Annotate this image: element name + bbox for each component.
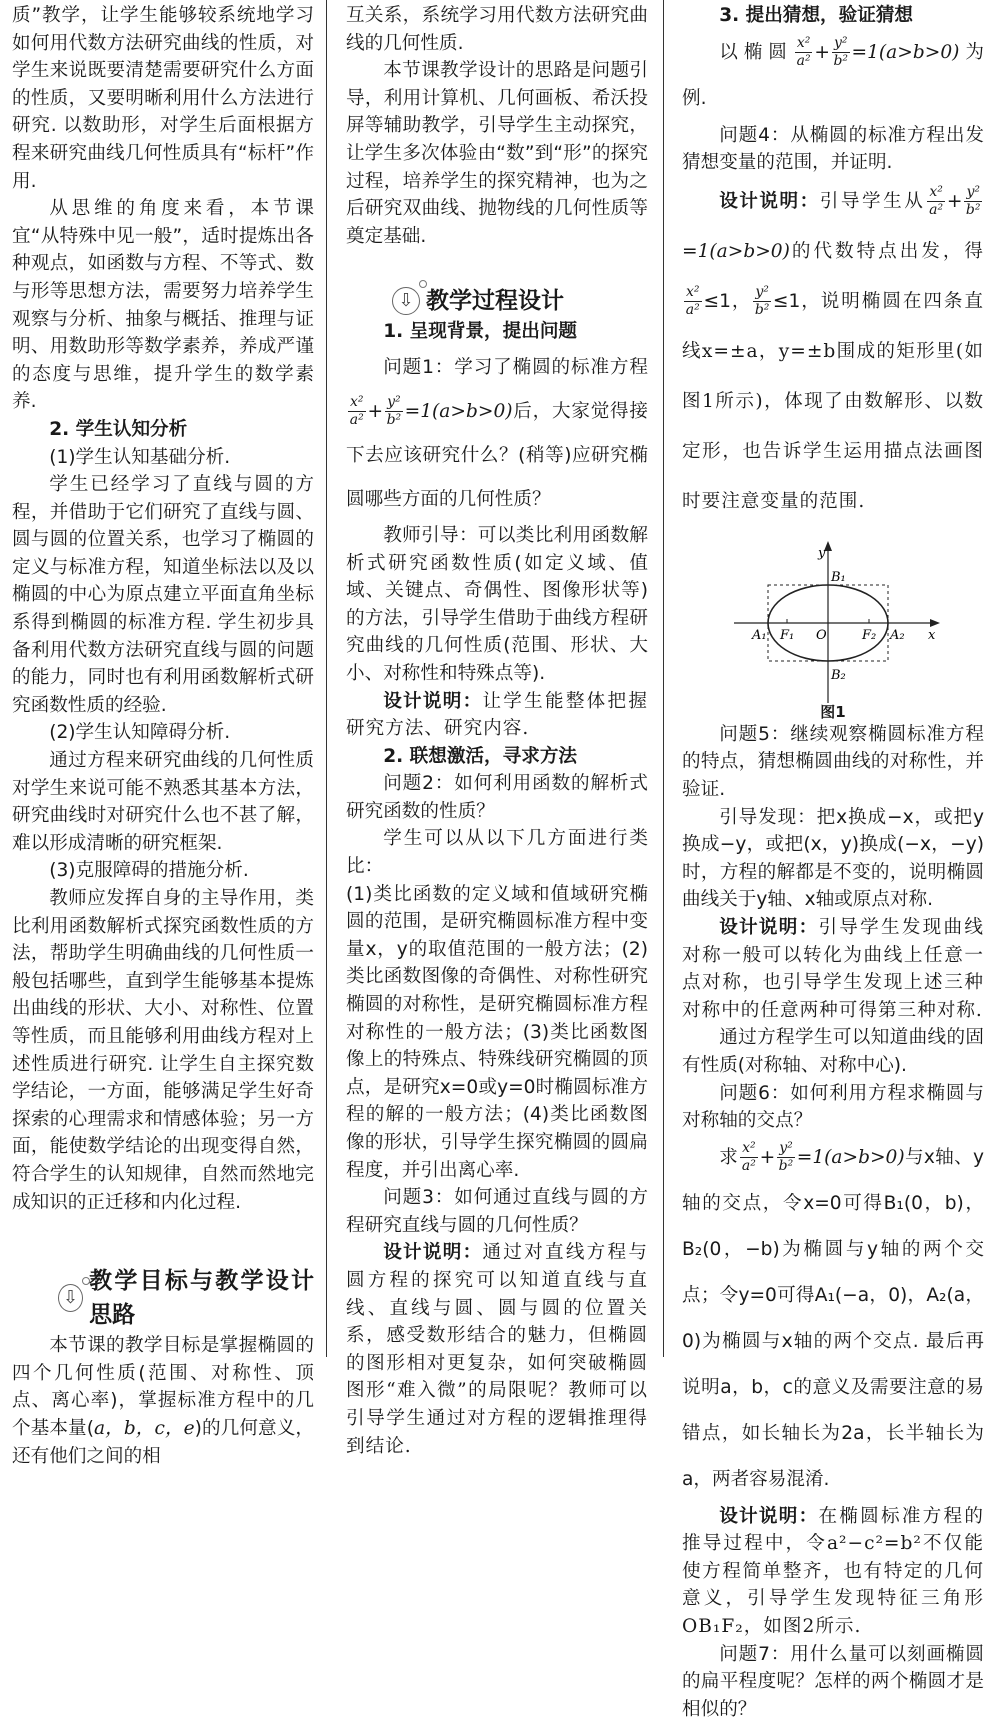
design-label: 设计说明：: [719, 1505, 819, 1527]
section-title: 教学目标与教学设计思路: [89, 1268, 314, 1329]
column-divider: [326, 0, 327, 1357]
paragraph: 通过方程来研究曲线的几何性质对学生来说可能不熟悉其基本方法，研究曲线时对研究什么也不甚了解，难以形成清晰的研究框架.: [12, 750, 314, 854]
text: 的代数特点出发，得: [789, 240, 984, 262]
design-note: [346, 688, 648, 743]
column-divider: [663, 0, 664, 1357]
text: 说明椭圆在四条直线x=±a，y=±b围成的矩形里(如图1所示)，体现了由数解形、以数定形，也告诉学生运用描点法画图时要注意变量的范围.: [682, 290, 984, 512]
fraction: $\frac{\text{x²}}{\text{a²}}$: [741, 1139, 756, 1174]
fraction: $\frac{\text{y²}}{\text{b²}}$: [778, 1139, 794, 1174]
column-1: [12, 2, 314, 1470]
fraction: $\frac{\text{y²}}{\text{b²}}$: [754, 283, 770, 318]
paragraph: 学生可以从以下几方面进行类比：: [346, 828, 648, 878]
ellipse-diagram: [682, 533, 984, 703]
design-label: 设计说明：: [383, 1242, 483, 1264]
fraction: $\frac{\text{x²}}{\text{a²}}$: [929, 183, 944, 218]
down-arrow-circle-icon: ⇩: [58, 1284, 83, 1312]
paragraph: (1)学生认知基础分析.: [49, 446, 231, 468]
math: a，b，c，e: [93, 1417, 195, 1439]
design-note: [346, 1239, 648, 1460]
fraction: $\frac{\text{x²}}{\text{a²}}$: [685, 283, 700, 318]
design-note: [682, 914, 984, 1024]
subheading: 2. 学生认知分析: [49, 418, 188, 440]
section-heading: [392, 284, 648, 318]
design-note: [682, 1503, 984, 1641]
paragraph: 通过方程学生可以知道曲线的固有性质(对称轴、对称中心).: [682, 1027, 984, 1076]
label-a1: A₁: [752, 627, 767, 643]
figure-caption: 图1: [820, 702, 846, 721]
paragraph: 质”教学，让学生能够较系统地学习如何用代数方法研究曲线的性质，对学生来说既要清楚需要研究什么方面的性质，又要明晰利用什么方法进行研究. 以数助形，对学生后面根据方程来研究曲线几何性质具有“标杆”作用.: [12, 5, 314, 192]
text: 与x轴、y轴的交点，令x=0可得B₁(0，b)，B₂(0，−b)为椭圆与y轴的两个交点；令y=0可得A₁(−a，0)，A₂(a，0)为椭圆与x轴的两个交点. 最后再说明a，b，c的意义及需要注意的易错点，如长轴长为2a，长半轴长为a，两者容易混淆.: [682, 1146, 984, 1490]
text: 以椭圆: [719, 41, 793, 63]
design-label: 设计说明：: [383, 690, 483, 712]
math: =1(a>b>0): [796, 1146, 905, 1168]
label-a2: A₂: [890, 627, 905, 643]
text: 引导学生发现曲线对称一般可以转化为曲线上任意一点对称，也引导学生发现上述三种对称中的任意两种可得第三种对称.: [682, 916, 984, 1021]
paragraph: 本节课教学设计的思路是问题引导，利用计算机、几何画板、希沃投屏等辅助教学，引导学生主动探究，让学生多次体验由“数”到“形”的探究过程，培养学生的探究精神，也为之后研究双曲线、抛物线的几何性质等奠定基础.: [346, 60, 648, 247]
design-label: 设计说明：: [719, 916, 819, 938]
paragraph: 从思维的角度来看，本节课宜“从特殊中见一般”，适时提炼出各种观点，如函数与方程、不等式、数与形等思想方法，需要努力培养学生观察与分析、抽象与概括、推理与证明、用数助形等数学素养，养成严谨的态度与思维，提升学生的数学素养.: [12, 198, 314, 413]
label-f1: F₁: [780, 627, 795, 643]
paragraph: 学生已经学习了直线与圆的方程，并借助于它们研究了直线与圆、圆与圆的位置关系，也学习了椭圆的定义与标准方程，知道坐标法以及以椭圆的中心为原点建立平面直角坐标系得到椭圆的标准方程. 学生初步具备利用代数方法研究直线与圆的问题的能力，同时也有利用函数解析式研究函数性质的经验.: [12, 474, 314, 716]
paragraph: [12, 1332, 314, 1470]
fraction: $\frac{\text{y²}}{\text{b²}}$: [833, 34, 849, 69]
paragraph: 问题7：用什么量可以刻画椭圆的扁平程度呢？怎样的两个椭圆才是相似的？: [682, 1643, 984, 1720]
fraction: $\frac{\text{x²}}{\text{a²}}$: [796, 34, 811, 69]
paragraph-question-1: [346, 346, 648, 522]
text: ≤1，: [703, 290, 752, 312]
paragraph: 教师引导：可以类比利用函数解析式研究函数性质(如定义域、值域、关键点、奇偶性、图像形状等)的方法，引导学生借助于曲线方程研究曲线的几何性质(范围、形状、大小、对称性和特殊点等).: [346, 524, 648, 684]
paragraph: (2)学生认知障碍分析.: [49, 722, 231, 744]
subheading: 1. 呈现背景，提出问题: [383, 321, 578, 343]
paragraph: 求 $\frac{\text{x²}}{\text{a²}}$ + $\frac{\text{y²}}{\text{b²}}$ =1(a>b>0)与x轴、y轴的交点，令x=0可得B₁(0，b)，B₂(0，−b)为椭圆与y轴的两个交点；令y=0可得A₁(−a，0)，A₂(a，0)为椭圆与x轴的两个交点. 最后再说明a，b，c的意义及需要注意的易错点，如长轴长为2a，长半轴长为a，两者容易混淆.: [682, 1139, 984, 1490]
subheading: 3. 提出猜想，验证猜想: [719, 5, 914, 26]
figure-1-ellipse: [682, 533, 984, 721]
label-y: y: [818, 545, 826, 561]
paragraph: 以椭圆 $\frac{\text{x²}}{\text{a²}}$ + $\frac{\text{y²}}{\text{b²}}$ =1(a>b>0)为例.: [682, 34, 984, 109]
paragraph: 互关系，系统学习用代数方法研究曲线的几何性质.: [346, 5, 648, 54]
math: =1(a>b>0): [682, 240, 790, 262]
label-origin: O: [816, 627, 827, 643]
text: 引导学生从: [819, 190, 926, 212]
paragraph: 引导发现：把x换成−x，或把y换成−y，或把(x，y)换成(−x，−y)时，方程的解都是不变的，说明椭圆曲线关于y轴、x轴或原点对称.: [682, 806, 984, 911]
label-b2: B₂: [831, 667, 846, 683]
math: =1(a>b>0): [851, 41, 960, 63]
label-f2: F₂: [862, 627, 877, 643]
column-2: [346, 2, 648, 1460]
text: +: [367, 400, 384, 422]
design-label: 设计说明：: [719, 190, 820, 212]
text: 后，大家觉得接下去应该研究什么？(稍等)应研究椭圆哪些方面的几何性质？: [346, 400, 648, 510]
design-note: 设计说明：引导学生从 $\frac{\text{x²}}{\text{a²}}$ + $\frac{\text{y²}}{\text{b²}}$ =1(a>b>0)的代数特点出发，得 $\frac{\text{x²}}{\text{a²}}$ ≤1， $\frac{\text{y²}}{\text{b²}}$ ≤1，说明椭圆在四条直线x=±a，y=±b围成的矩形里(如图1所示)，体现了由数解形、以数定形，也告诉学生运用描点法画图时要注意变量的范围.: [682, 183, 984, 512]
text: ≤1，: [772, 290, 821, 312]
paragraph: (1)类比函数的定义域和值域研究椭圆的范围，是研究椭圆标准方程中变量x，y的取值范围的一般方法；(2)类比函数图像的奇偶性、对称性研究椭圆的对称性，是研究椭圆标准方程对称性的一般方法；(3)类比函数图像上的特殊点、特殊线研究椭圆的顶点，是研究x=0或y=0时椭圆标准方程的解的一般方法；(4)类比函数图像的形状，引导学生探究椭圆的圆扁程度，并引出离心率.: [346, 883, 648, 1181]
section-heading: [58, 1264, 314, 1332]
label-x: x: [928, 627, 936, 643]
text: 通过对直线方程与圆方程的探究可以知道直线与直线、直线与圆、圆与圆的位置关系，感受数形结合的魅力，但椭圆的图形相对更复杂，如何突破椭圆图形“难入微”的局限呢？教师可以引导学生通过对方程的逻辑推理得到结论.: [346, 1242, 648, 1457]
x-axis-arrow: [930, 619, 940, 627]
math: =1(a>b>0): [404, 400, 513, 422]
paragraph: 问题6：如何利用方程求椭圆与对称轴的交点？: [682, 1082, 984, 1132]
paragraph: 问题3：如何通过直线与圆的方程研究直线与圆的几何性质？: [346, 1187, 648, 1236]
text: 为例.: [682, 41, 984, 109]
column-3: [682, 2, 984, 1723]
text: 求: [719, 1146, 739, 1168]
paragraph: 问题2：如何利用函数的解析式研究函数的性质？: [346, 773, 648, 822]
fraction: $\frac{\text{x²}}{\text{a²}}$: [349, 393, 364, 428]
subheading: 2. 联想激活，寻求方法: [383, 745, 578, 767]
section-title: 教学过程设计: [426, 288, 564, 315]
paragraph: (3)克服障碍的措施分析.: [49, 860, 249, 882]
text: 问题1：学习了椭圆的标准方程: [383, 356, 648, 378]
label-b1: B₁: [831, 569, 846, 585]
text: 在椭圆标准方程的推导过程中，令a²−c²=b²不仅能使方程简单整齐，也有特定的几何意义，引导学生发现特征三角形OB₁F₂，如图2所示.: [682, 1505, 984, 1638]
paragraph: 问题4：从椭圆的标准方程出发猜想变量的范围，并证明.: [682, 124, 984, 174]
text: )的几何意义，还有他们之间的相: [12, 1417, 314, 1467]
fraction: $\frac{\text{y²}}{\text{b²}}$: [386, 393, 402, 428]
text: 让学生能整体把握研究方法、研究内容.: [346, 690, 648, 740]
fraction: $\frac{\text{y²}}{\text{b²}}$: [965, 183, 981, 218]
paragraph: 教师应发挥自身的主导作用，类比利用函数解析式探究函数性质的方法，帮助学生明确曲线的几何性质一般包括哪些，直到学生能够基本提炼出曲线的形状、大小、对称性、位置等性质，而且能够利用曲线方程对上述性质进行研究. 让学生自主探究数学结论，一方面，能够满足学生好奇探索的心理需求和情感体验；另一方面，能使数学结论的出现变得自然，符合学生的认知规律，自然而然地完成知识的正迁移和内化过程.: [12, 888, 314, 1213]
text: 本节课的教学目标是掌握椭圆的四个几何性质(范围、对称性、顶点、离心率)，掌握标准方程中的几个基本量(: [12, 1335, 314, 1439]
down-arrow-circle-icon: ⇩: [392, 287, 420, 315]
paragraph: 问题5：继续观察椭圆标准方程的特点，猜想椭圆曲线的对称性，并验证.: [682, 723, 984, 800]
